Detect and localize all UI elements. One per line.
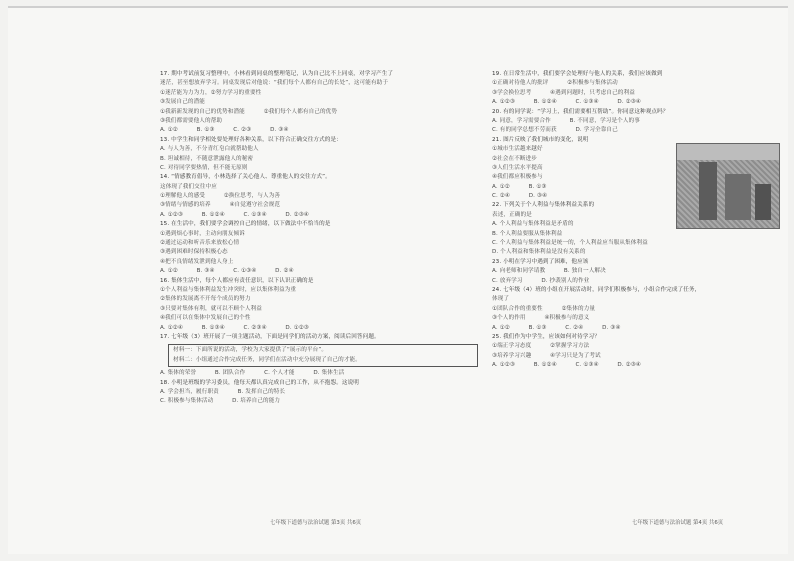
text-line: C. 放弃学习 D. 抄袭别人的作业 [492,277,590,284]
text-line: A. ①② B. ①③ C. ②④ D. ③④ [492,324,621,331]
text-line: ④把不良情绪发泄到他人身上 [160,258,234,265]
photo-building [699,162,717,220]
text-line: C. 有的同学总想不劳而获 D. 学习全靠自己 [492,127,618,134]
text-line: ②集体的发展离不开每个成员的努力 [160,296,251,303]
text-line: 17. 七年级（3）班开展了一项主题活动，下面是同学们的活动方案，阅读后回答问题。 [160,333,380,340]
text-line: ③遇到困难时保持积极心态 [160,249,228,256]
text-line: 25. 我们作为中学生，应该如何对待学习？ [492,333,600,340]
text-line: C. 积极参与集体活动 D. 培养自己的能力 [160,398,281,405]
text-line: A. ①②③ B. ①②④ C. ①③④ D. ②③④ [492,99,641,106]
text-line: 14. “情感教育倡导，小林选择了关心他人、尊重他人的交往方式”。 [160,174,331,181]
text-line: 22. 下列关于个人利益与集体利益关系的 [492,202,595,209]
text-line: A. 学会担当，履行职责 B. 发挥自己的特长 [160,388,286,395]
text-line: A. ①② B. ①③ [492,183,547,190]
text-line: ③发展自己的潜能 [160,99,205,106]
text-line: 21. 图片反映了我们城市的变化，说明 [492,136,589,143]
text-line: 20. 有的同学说：“学习上，我们需要相互帮助”。你同意这种观点吗？ [492,108,669,115]
text-line: ④我们可以在集体中发展自己的个性 [160,315,251,322]
photo-sky [677,144,779,160]
text-line: A. ①②③ B. ①②④ C. ①③④ D. ②③④ [492,362,641,369]
text-line: A. ①② B. ①③ C. ②③ D. ③④ [160,127,289,134]
text-line: B. 个人利益要服从集体利益 [492,230,563,237]
text-line: ①迷茫能为力为力，②努力学习的重要性 [160,89,262,96]
text-line: ③学会换位思考 ④遇到问题时，只考虑自己的利益 [492,89,635,96]
text-line: 18. 小明是班级的学习委员，他每天都认真完成自己的工作，从不抱怨。这说明 [160,379,359,386]
text-line: ①正确对待他人的批评 ②积极参与集体活动 [492,80,618,87]
left-column [160,70,506,407]
text-line: 迷茫，甚至想放弃学习。同桌发现后对他说：“我们每个人都有自己的长处”，这可能有助于 [160,80,389,87]
text-line: 23. 小明在学习中遇到了困难，他应该 [492,258,589,265]
text-line: ④我们都应积极参与 [492,174,543,181]
text-line: B. 坦诚相待，不随意泄露他人的秘密 [160,155,254,162]
text-line: 体现了 [492,296,510,303]
text-line: 材料一：下面所说的活动，学校为大家提供了“展示的平台”。 [173,347,328,354]
text-line: 这体现了我们交往中应 [160,183,217,190]
exam-sheet [8,6,788,554]
text-line: ③只要对集体有利，就可以不顾个人利益 [160,305,262,312]
text-line: A. 同意，学习需要合作 B. 不同意，学习是个人的事 [492,117,640,124]
text-line: ③情绪与情感的培养 ④自觉遵守社会规范 [160,202,281,209]
text-line: A. 集体的荣誉 B. 团队合作 C. 个人才能 D. 集体生活 [160,370,345,377]
text-line: 13. 中学生和同学相处要处理好各种关系，以下符合正确交往方式的是： [160,136,342,143]
text-line: A. 个人利益与集体利益是矛盾的 [492,221,574,228]
text-line: A. ①② B. ③④ C. ①③④ D. ②④ [160,268,294,275]
text-line: ③培养学习兴趣 ④学习只是为了考试 [492,352,601,359]
text-line: C. ②④ D. ③④ [492,193,548,200]
text-line: 19. 在日常生活中，我们要学会处理好与他人的关系，我们应该做到 [492,71,663,77]
text-line: ①城市生活越来越好 [492,146,543,153]
text-line: ②通过运动和听音乐来放松心情 [160,240,240,247]
text-line: ②社会在不断进步 [492,155,537,162]
text-line: A. 与人为善，不分青红皂白就帮助他人 [160,146,259,153]
text-line: ③我们都需要他人的帮助 [160,117,223,124]
text-line: 材料二：小组通过合作完成任务，同学们在活动中充分展现了自己的才能。 [173,356,361,363]
text-line: ③个人的作用 ④积极参与的意义 [492,315,590,322]
text-line: A. 向老师和同学请教 B. 独自一人解决 [492,268,606,275]
text-line: ①理解他人的感受 ②换位思考，与人为善 [160,193,281,200]
text-line: A. ①②③ B. ①②④ C. ①③④ D. ②③④ [160,211,309,218]
photo-building [755,184,771,220]
text-line: 17. 期中考试前复习整理中，小林看到同桌的整理笔记，认为自己比不上同桌，对学习产生了 [160,71,394,77]
material-box [168,344,478,367]
text-line: ①遇到烦心事时，主动向朋友倾诉 [160,230,245,237]
text-line: 16. 集体生活中，每个人都应有责任意识，以下认识正确的是 [160,277,314,284]
text-line: C. 个人利益与集体利益是统一的，个人利益应当服从集体利益 [492,240,648,247]
photo-building [725,174,751,220]
text-line: A. ①②④ B. ①③④ C. ②③④ D. ①②③ [160,324,309,331]
text-line: ①我新新发现的自己的优势和潜能 ②我们每个人都有自己的优势 [160,108,338,115]
text-line: C. 对待同学要热情，但不能无原则 [160,164,248,171]
text-line: D. 个人利益和集体利益是没有关系的 [492,249,586,256]
text-line: ③人们生活水平提高 [492,164,543,171]
text-line: 表述，正确的是 [492,211,532,218]
text-line: ①端正学习态度 ②掌握学习方法 [492,343,590,350]
page-footer-left: 七年级下道德与法治试题 第3页 共6页 [270,520,362,526]
page-footer-right: 七年级下道德与法治试题 第4页 共6页 [632,520,724,526]
scan-edge [8,6,788,8]
text-line: 15. 在生活中，我们要学会调控自己的情绪，以下做法中不恰当的是 [160,221,331,228]
text-line: ①团队合作的重要性 ②集体的力量 [492,305,596,312]
city-photo [676,143,780,229]
text-line: ①个人利益与集体利益发生冲突时，应以集体利益为重 [160,286,297,293]
text-line: 24. 七年级（4）班的小组在开展活动时，同学们积极参与，小组合作完成了任务， [492,286,701,293]
